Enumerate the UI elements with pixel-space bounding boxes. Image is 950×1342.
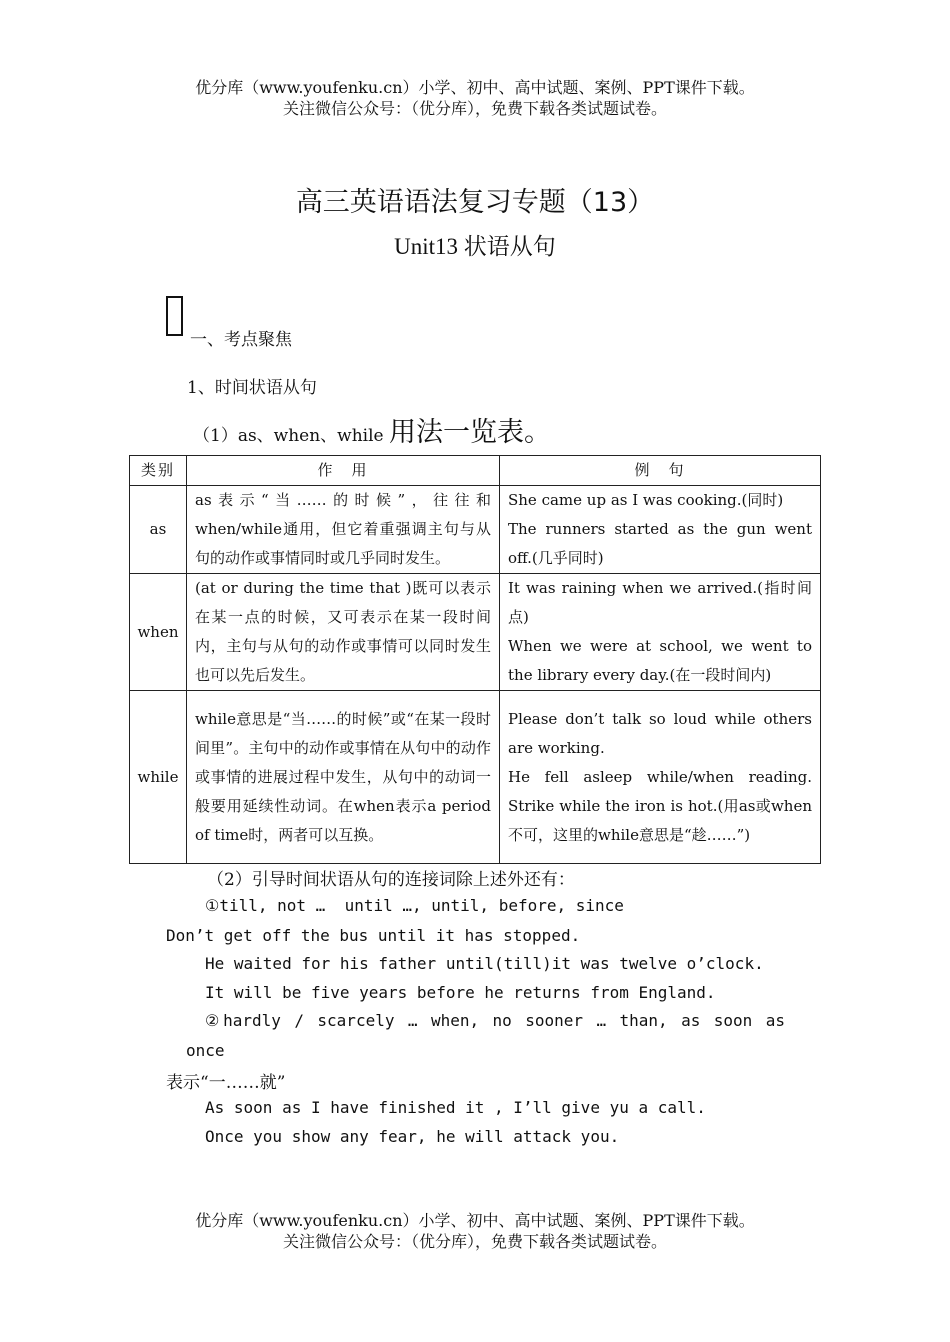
- example-cell: [500, 574, 821, 691]
- document-title: 高三英语语法复习专题（13）: [295, 187, 655, 218]
- example-line: Once you show any fear, he will attack you.: [205, 1127, 620, 1146]
- example-sentence: He fell asleep while/when reading. Strike while the iron is hot.(用as或when不可，这里的while意思是“趁……”): [508, 767, 812, 844]
- usage-cell: (at or during the time that )既可以表示在某一点的时候，又可表示在某一段时间内，主句与从句的动作或事情可以同时发生也可以先后发生。: [187, 574, 500, 691]
- document-subtitle: Unit13 状语从句: [394, 234, 556, 259]
- example-line: As soon as I have finished it , I’ll give yu a call.: [205, 1098, 706, 1117]
- footer-line-2: 关注微信公众号：（优分库），免费下载各类试题试卷。: [282, 1232, 667, 1251]
- table-row: [130, 691, 821, 864]
- section-heading: 一、考点聚焦: [190, 330, 292, 350]
- example-line: He waited for his father until(till)it was twelve o’clock.: [205, 954, 764, 973]
- header-line-1: 优分库（www.youfenku.cn）小学、初中、高中试题、案例、PPT课件下载。: [195, 78, 755, 97]
- table-caption-main: 用法一览表。: [389, 417, 552, 448]
- category-cell: while: [130, 691, 187, 864]
- table-header-row: [130, 456, 821, 486]
- placeholder-box-icon: [166, 296, 183, 336]
- header-line-2: 关注微信公众号：（优分库），免费下载各类试题试卷。: [282, 99, 667, 118]
- header-category: 类别: [130, 456, 187, 486]
- subsection-heading-2: （2）引导时间状语从句的连接词除上述外还有：: [207, 870, 575, 890]
- example-line: Don’t get off the bus until it has stopped.: [166, 926, 581, 945]
- header-usage: 作 用: [187, 456, 500, 486]
- table-caption-prefix: （1）as、when、while: [193, 426, 390, 446]
- table-row: [130, 574, 821, 691]
- conjunction-list-2: ②hardly / scarcely … when, no sooner … than, as soon as: [205, 1011, 785, 1030]
- category-cell: when: [130, 574, 187, 691]
- meaning-note: 表示“一……就”: [166, 1073, 286, 1093]
- conjunction-list-1: ①till, not … until …, until, before, since: [205, 896, 624, 915]
- table-row: [130, 486, 821, 574]
- example-line: It will be five years before he returns from England.: [205, 983, 716, 1002]
- usage-cell: as表示“当……的时候”，往往和when/while通用，但它着重强调主句与从句的动作或事情同时或几乎同时发生。: [187, 486, 500, 574]
- header-example: 例 句: [500, 456, 821, 486]
- example-sentence: Please don’t talk so loud while others are working.: [508, 709, 812, 757]
- example-sentence: She came up as I was cooking.(同时): [508, 491, 784, 509]
- usage-table: [129, 455, 821, 864]
- category-cell: as: [130, 486, 187, 574]
- example-sentence: The runners started as the gun went off.(几乎同时): [508, 520, 812, 567]
- usage-cell: while意思是“当……的时候”或“在某一段时间里”。主句中的动作或事情在从句中的动作或事情的进展过程中发生，从句中的动词一般要用延续性动词。在when表示a period of time时，两者可以互换。: [187, 691, 500, 864]
- table-caption: [193, 410, 551, 449]
- page-header: [0, 77, 950, 119]
- footer-line-1: 优分库（www.youfenku.cn）小学、初中、高中试题、案例、PPT课件下载。: [195, 1211, 755, 1230]
- page-footer: [0, 1210, 950, 1252]
- subsection-heading: 1、时间状语从句: [187, 378, 317, 398]
- example-sentence: When we were at school, we went to the library every day.(在一段时间内): [508, 637, 812, 684]
- example-cell: [500, 691, 821, 864]
- conjunction-list-2-cont: once: [186, 1041, 225, 1060]
- example-cell: [500, 486, 821, 574]
- example-sentence: It was raining when we arrived.(指时间点): [508, 579, 812, 626]
